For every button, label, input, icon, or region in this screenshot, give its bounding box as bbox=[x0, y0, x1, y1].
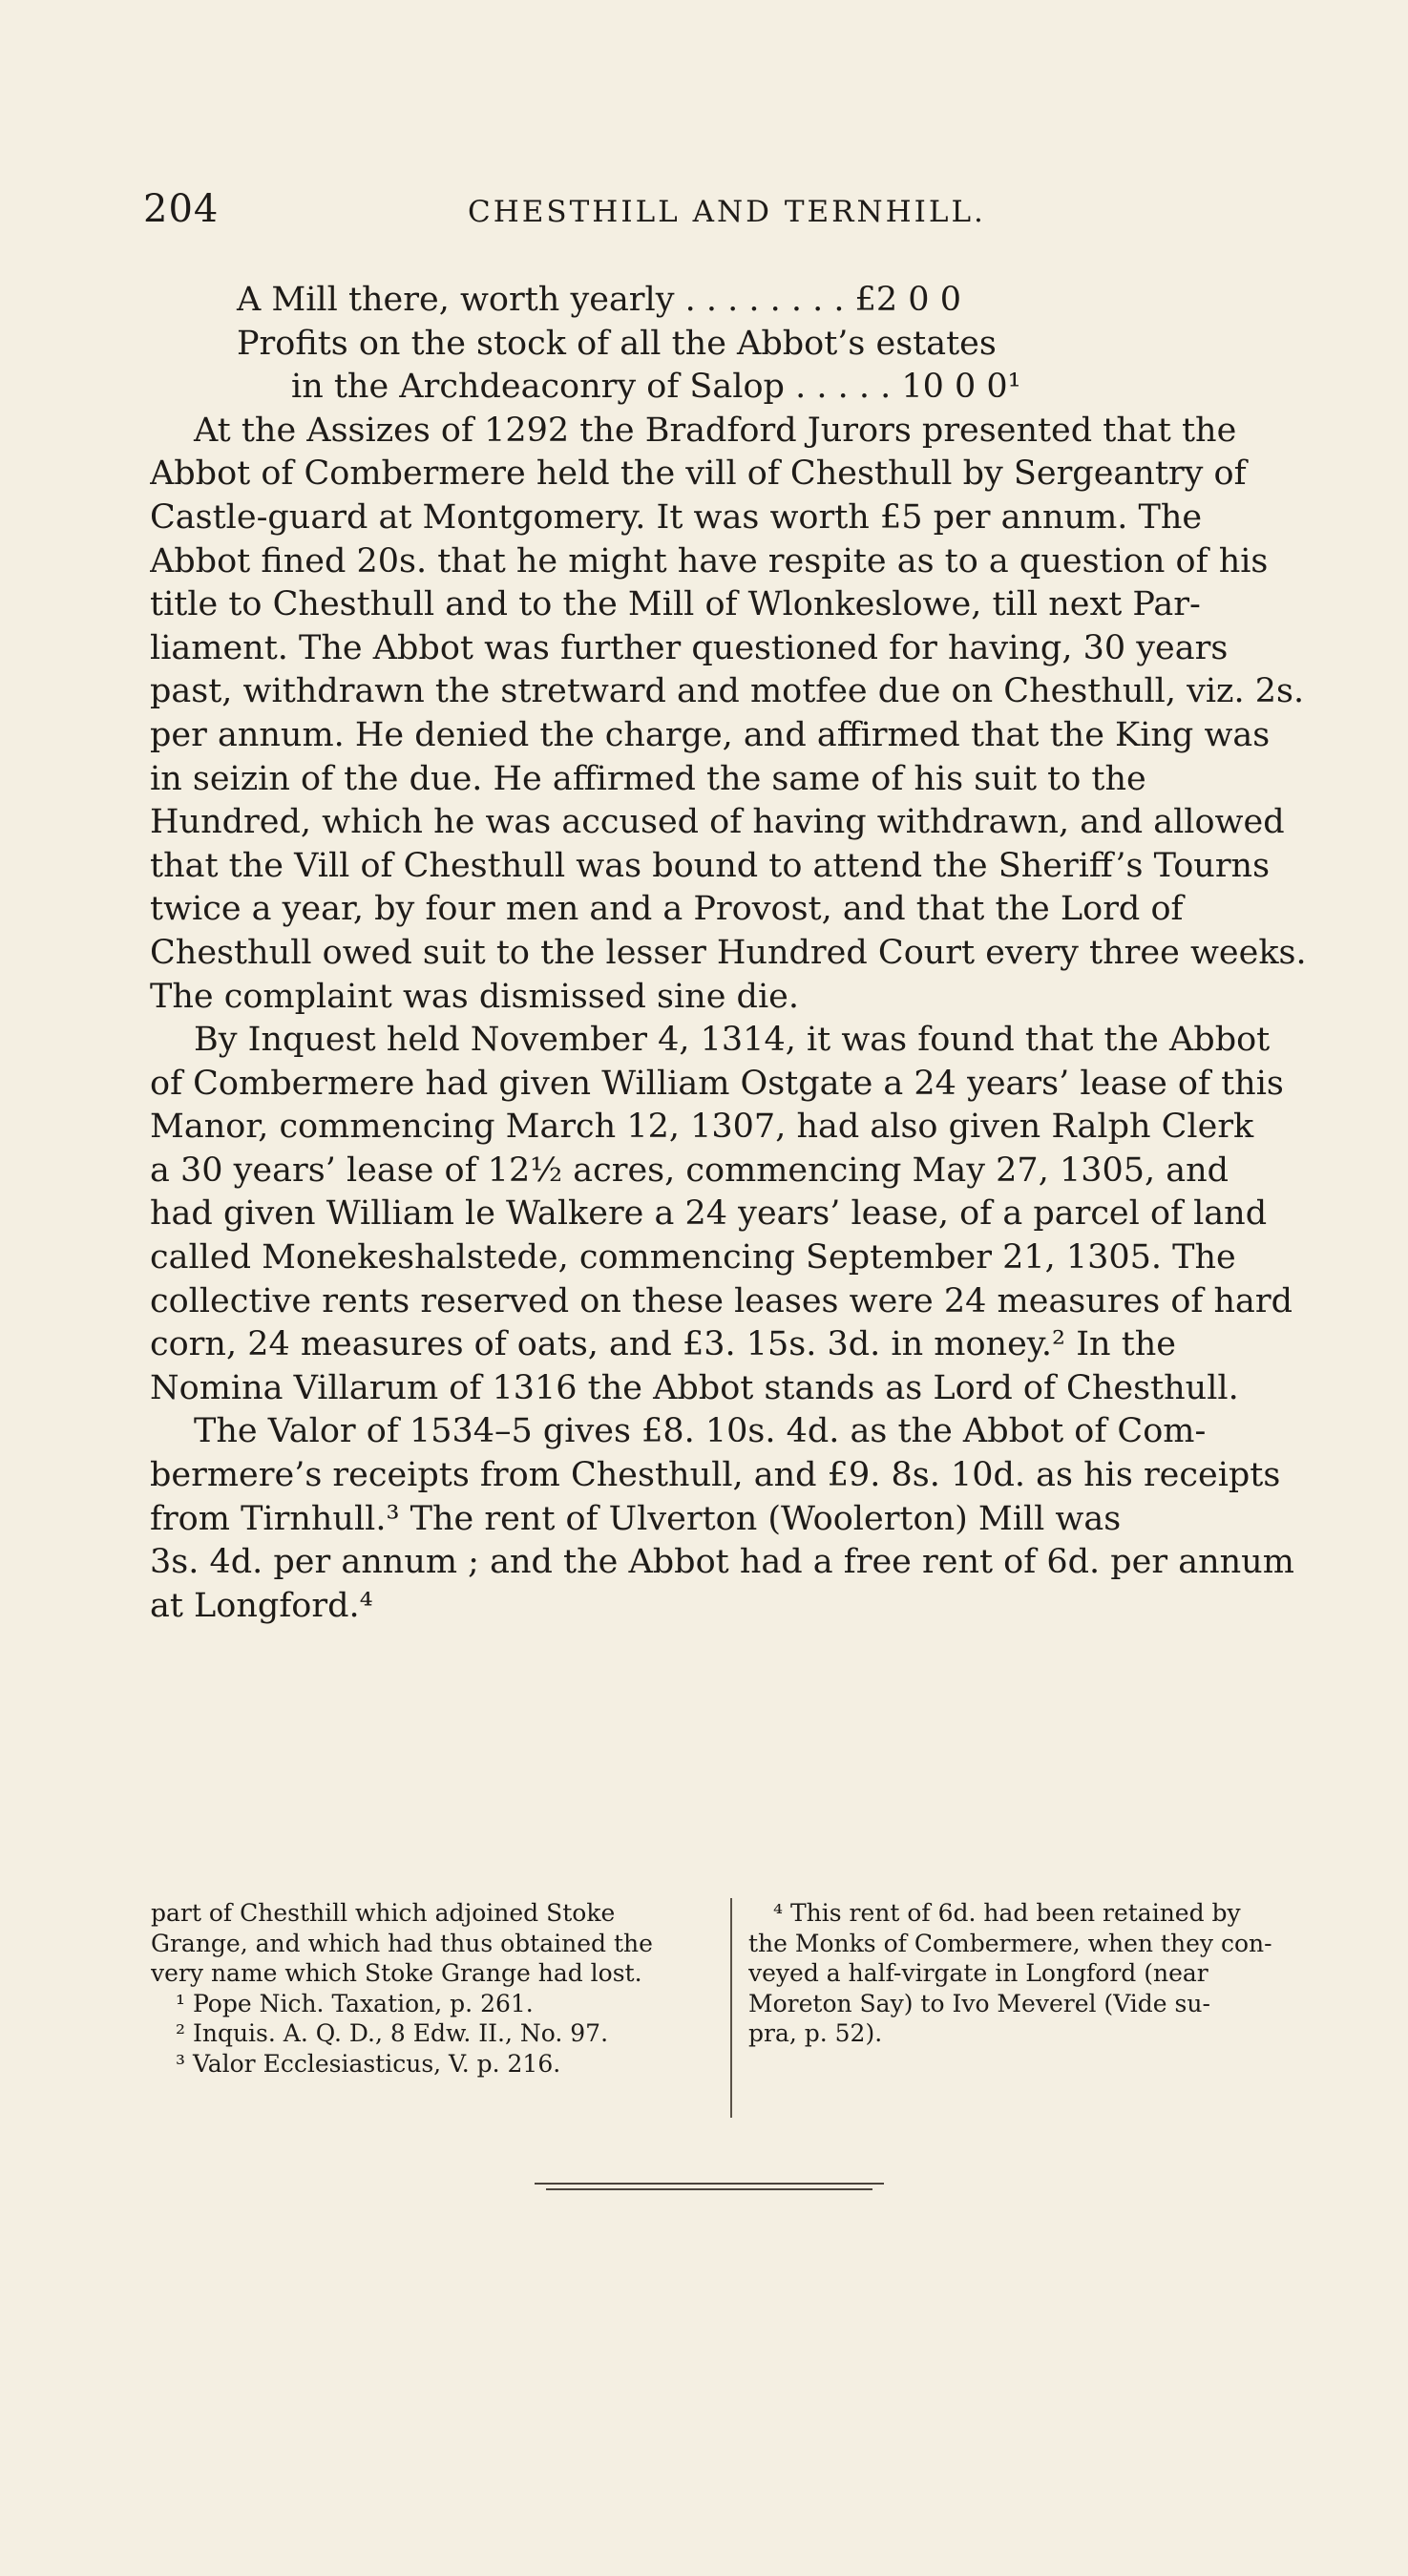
text-line: a 30 years’ lease of 12½ acres, commencing May 27, 1305, and bbox=[150, 1151, 1229, 1190]
page-number: 204 bbox=[143, 187, 220, 231]
text-line: Hundred, which he was accused of having withdrawn, and allowed bbox=[150, 803, 1285, 842]
footnote-line: part of Chesthill which adjoined Stoke bbox=[151, 1899, 616, 1927]
footnote-2: ² Inquis. A. Q. D., 8 Edw. II., No. 97. bbox=[176, 2019, 609, 2047]
end-rule bbox=[546, 2188, 872, 2190]
page-header bbox=[143, 187, 1212, 244]
text-line: Profits on the stock of all the Abbot’s estates bbox=[237, 324, 997, 363]
text-line: that the Vill of Chesthull was bound to attend the Sheriff’s Tourns bbox=[150, 846, 1271, 885]
text-line: The Valor of 1534–5 gives £8. 10s. 4d. as the Abbot of Com- bbox=[194, 1412, 1207, 1451]
text-line: By Inquest held November 4, 1314, it was found that the Abbot bbox=[194, 1021, 1271, 1060]
text-line: A Mill there, worth yearly . . . . . . . . £2 0 0 bbox=[237, 281, 961, 319]
text-line: Abbot fined 20s. that he might have respite as to a question of his bbox=[150, 541, 1269, 581]
text-line: per annum. He denied the charge, and affirmed that the King was bbox=[150, 715, 1271, 754]
footnote-line: the Monks of Combermere, when they con- bbox=[748, 1929, 1272, 1957]
text-line: of Combermere had given William Ostgate a 24 years’ lease of this bbox=[150, 1064, 1284, 1103]
text-line: liament. The Abbot was further questioned for having, 30 years bbox=[150, 628, 1229, 667]
text-line: in the Archdeaconry of Salop . . . . . 10 0 0¹ bbox=[291, 368, 1021, 407]
footnotes-left-column bbox=[151, 1898, 714, 2079]
text-line: had given William le Walkere a 24 years’ lease, of a parcel of land bbox=[150, 1194, 1268, 1234]
text-line: Chesthull owed suit to the lesser Hundred Court every three weeks. bbox=[150, 933, 1307, 972]
text-line: called Monekeshalstede, commencing September 21, 1305. The bbox=[150, 1238, 1236, 1277]
main-text bbox=[150, 279, 1319, 1628]
text-line: 3s. 4d. per annum ; and the Abbot had a free rent of 6d. per annum bbox=[150, 1543, 1294, 1582]
text-line: The complaint was dismissed sine die. bbox=[150, 977, 799, 1016]
running-head: CHESTHILL AND TERNHILL. bbox=[468, 195, 986, 229]
text-line: Abbot of Combermere held the vill of Chesthull by Sergeantry of bbox=[150, 454, 1247, 494]
footnotes bbox=[151, 1898, 1325, 2137]
text-line: collective rents reserved on these leases were 24 measures of hard bbox=[150, 1281, 1293, 1320]
text-line: Manor, commencing March 12, 1307, had also given Ralph Clerk bbox=[150, 1108, 1254, 1147]
footnote-line: veyed a half-virgate in Longford (near bbox=[748, 1959, 1208, 1987]
footnote-line: very name which Stoke Grange had lost. bbox=[151, 1959, 642, 1987]
text-line: bermere’s receipts from Chesthull, and £9. 8s. 10d. as his receipts bbox=[150, 1456, 1281, 1495]
text-line: corn, 24 measures of oats, and £3. 15s. 3d. in money.² In the bbox=[150, 1325, 1177, 1364]
footnote-line: Moreton Say) to Ivo Meverel (Vide su- bbox=[748, 1989, 1210, 2017]
text-line: in seizin of the due. He affirmed the same of his suit to the bbox=[150, 759, 1146, 798]
text-line: Castle-guard at Montgomery. It was worth £5 per annum. The bbox=[150, 497, 1203, 537]
footnotes-right-column bbox=[748, 1898, 1321, 2049]
text-line: At the Assizes of 1292 the Bradford Jurors presented that the bbox=[194, 411, 1237, 450]
footnote-line: Grange, and which had thus obtained the bbox=[151, 1929, 653, 1957]
footnote-3: ³ Valor Ecclesiasticus, V. p. 216. bbox=[176, 2049, 561, 2078]
text-line: title to Chesthull and to the Mill of Wlonkeslowe, till next Par- bbox=[150, 585, 1201, 624]
text-line: twice a year, by four men and a Provost, and that the Lord of bbox=[150, 890, 1184, 929]
text-line: from Tirnhull.³ The rent of Ulverton (Woolerton) Mill was bbox=[150, 1499, 1122, 1538]
end-rule bbox=[535, 2183, 884, 2185]
text-line: past, withdrawn the stretward and motfee due on Chesthull, viz. 2s. bbox=[150, 672, 1305, 711]
footnote-line: pra, p. 52). bbox=[748, 2019, 883, 2047]
column-divider bbox=[730, 1898, 732, 2118]
text-line: at Longford.⁴ bbox=[150, 1586, 373, 1625]
text-line: Nomina Villarum of 1316 the Abbot stands as Lord of Chesthull. bbox=[150, 1368, 1239, 1407]
footnote-1: ¹ Pope Nich. Taxation, p. 261. bbox=[176, 1989, 534, 2017]
footnote-4: ⁴ This rent of 6d. had been retained by bbox=[773, 1899, 1241, 1927]
